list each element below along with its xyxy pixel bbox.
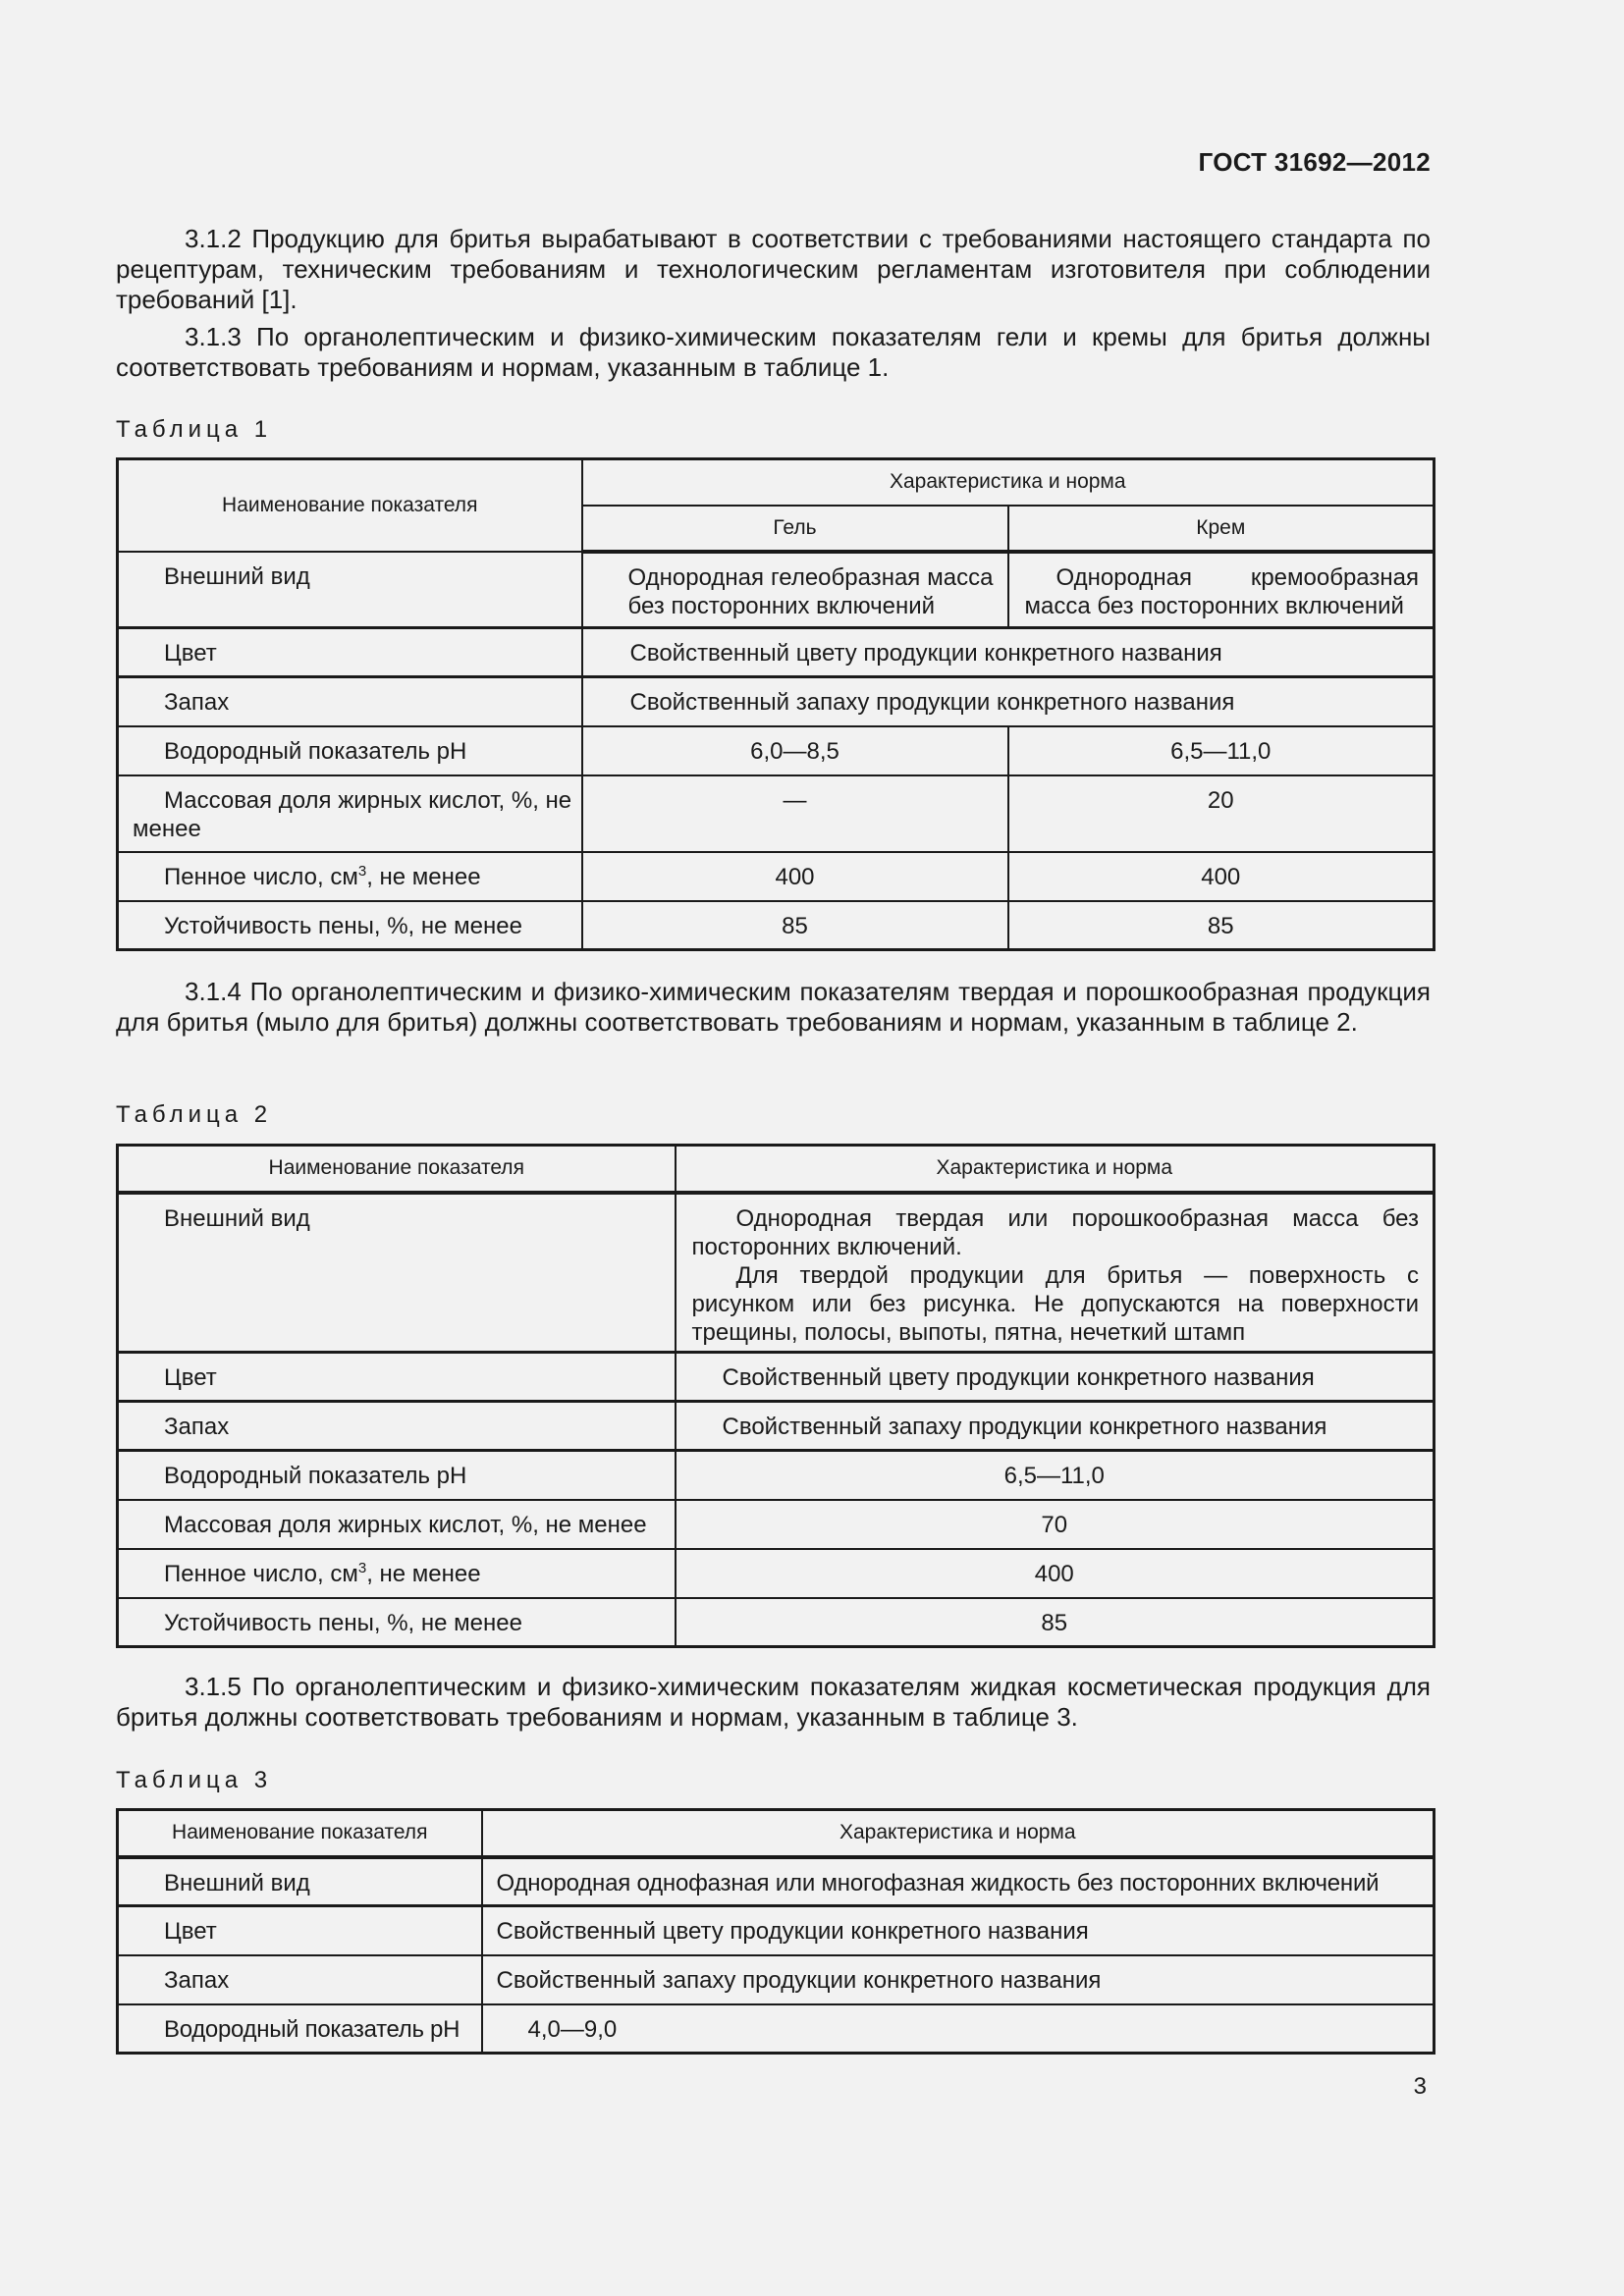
row-name-text: Пенное число, см: [164, 1560, 358, 1587]
row-name: Устойчивость пены, %, не менее: [118, 1598, 676, 1647]
merged-value: Свойственный запаху продукции конкретного названия: [582, 677, 1435, 726]
paragraph-3-1-4: 3.1.4 По органолептическим и физико-химическим показателям твердая и порошкообразная продукция для бритья (мыло для бритья) должны соответствовать требованиям и нормам, указанным в таблице 2.: [116, 977, 1431, 1037]
gel-value: —: [582, 775, 1008, 852]
row-name: Внешний вид: [118, 1857, 482, 1906]
paragraph-3-1-3: 3.1.3 По органолептическим и физико-химическим показателям гели и кремы для бритья должны соответствовать требованиям и нормам, указанным в таблице 1.: [116, 322, 1431, 382]
value: Свойственный цвету продукции конкретного названия: [676, 1353, 1435, 1402]
table1-head-group: Характеристика и норма: [582, 459, 1435, 506]
table2-head-name: Наименование показателя: [118, 1146, 676, 1193]
document-id: ГОСТ 31692—2012: [1198, 147, 1431, 177]
row-name: Запах: [118, 677, 582, 726]
table-row: [118, 1451, 1435, 1500]
row-name: Внешний вид: [118, 1193, 676, 1353]
row-name-text: Пенное число, см: [164, 863, 358, 890]
row-name: Цвет: [118, 628, 582, 677]
paragraph-3-1-5: 3.1.5 По органолептическим и физико-химическим показателям жидкая косметическая продукция для бритья должны соответствовать требованиям и нормам, указанным в таблице 3.: [116, 1672, 1431, 1732]
table-3: [116, 1808, 1435, 2055]
table-row: [118, 2004, 1435, 2054]
table2-head-value: Характеристика и норма: [676, 1146, 1435, 1193]
value: 4,0—9,0: [482, 2004, 1435, 2054]
merged-value: Свойственный цвету продукции конкретного названия: [582, 628, 1435, 677]
table1-head-cream: Крем: [1008, 506, 1435, 552]
row-name: Цвет: [118, 1353, 676, 1402]
table-row: [118, 775, 1435, 852]
cream-value: 400: [1008, 852, 1435, 901]
row-name-suffix: , не менее: [366, 863, 481, 890]
table-row: [118, 1402, 1435, 1451]
row-name: Массовая доля жирных кислот, %, не менее: [118, 775, 582, 852]
row-name: Массовая доля жирных кислот, %, не менее: [118, 1500, 676, 1549]
value: Свойственный запаху продукции конкретного названия: [676, 1402, 1435, 1451]
appearance-value: [676, 1193, 1435, 1353]
table-row: [118, 852, 1435, 901]
appearance-value-p2: Для твердой продукции для бритья — поверхность с рисунком или без рисунка. Не допускаются на поверхности трещины, полосы, выпоты, пятна, нечеткий штамп: [691, 1261, 1419, 1346]
row-name: Водородный показатель pH: [118, 726, 582, 775]
row-name: Цвет: [118, 1906, 482, 1955]
row-name: Внешний вид: [118, 552, 582, 628]
value: 70: [676, 1500, 1435, 1549]
table-row: [118, 901, 1435, 950]
table-row: [118, 677, 1435, 726]
table-row: [118, 1955, 1435, 2004]
table-1: [116, 457, 1435, 951]
table-row: [118, 628, 1435, 677]
table-row: [118, 1598, 1435, 1647]
page-number: 3: [1413, 2073, 1427, 2100]
value: 6,5—11,0: [676, 1451, 1435, 1500]
table-row: [118, 1193, 1435, 1353]
table-row: [118, 1500, 1435, 1549]
paragraph-3-1-2: 3.1.2 Продукцию для бритья вырабатывают в соответствии с требованиями настоящего стандарта по рецептурам, техническим требованиям и технологическим регламентам изготовителя при соблюдении требований [1].: [116, 224, 1431, 314]
table-row: [118, 552, 1435, 628]
cream-value: [1008, 552, 1435, 628]
table3-head-value: Характеристика и норма: [482, 1810, 1435, 1857]
row-name: Запах: [118, 1402, 676, 1451]
cream-value: 85: [1008, 901, 1435, 950]
value: Свойственный цвету продукции конкретного названия: [482, 1906, 1435, 1955]
cream-value: 6,5—11,0: [1008, 726, 1435, 775]
row-name: Запах: [118, 1955, 482, 2004]
row-name-sup: 3: [357, 862, 367, 880]
value: 400: [676, 1549, 1435, 1598]
table-row: [118, 1353, 1435, 1402]
table-row: [118, 1906, 1435, 1955]
row-name: Устойчивость пены, %, не менее: [118, 901, 582, 950]
appearance-value-p1: Однородная твердая или порошкообразная масса без посторонних включений.: [691, 1204, 1419, 1260]
table1-caption: Таблица 1: [116, 416, 273, 443]
row-name-suffix: , не менее: [366, 1560, 481, 1587]
table-row: [118, 1857, 1435, 1906]
value: Однородная однофазная или многофазная жидкость без посторонних включений: [482, 1857, 1435, 1906]
table1-head-gel: Гель: [582, 506, 1008, 552]
gel-value: Однородная гелеобразная масса без посторонних включений: [582, 552, 1008, 628]
cream-value-line1: Однородная кремообразная: [1056, 563, 1419, 591]
row-name: [118, 852, 582, 901]
table3-head-name: Наименование показателя: [118, 1810, 482, 1857]
table-2: [116, 1144, 1435, 1648]
table-row: [118, 1549, 1435, 1598]
table2-caption: Таблица 2: [116, 1101, 273, 1128]
gel-value: 6,0—8,5: [582, 726, 1008, 775]
table3-caption: Таблица 3: [116, 1767, 273, 1793]
row-name: Водородный показатель pH: [118, 2004, 482, 2054]
cream-value-line2: масса без посторонних включений: [1024, 592, 1404, 619]
gel-value: 400: [582, 852, 1008, 901]
row-name-sup: 3: [357, 1559, 367, 1576]
table1-head-name: Наименование показателя: [118, 459, 582, 552]
cream-value: 20: [1008, 775, 1435, 852]
table-row: [118, 726, 1435, 775]
gel-value: 85: [582, 901, 1008, 950]
row-name: [118, 1549, 676, 1598]
row-name: Водородный показатель pH: [118, 1451, 676, 1500]
value: Свойственный запаху продукции конкретного названия: [482, 1955, 1435, 2004]
value: 85: [676, 1598, 1435, 1647]
